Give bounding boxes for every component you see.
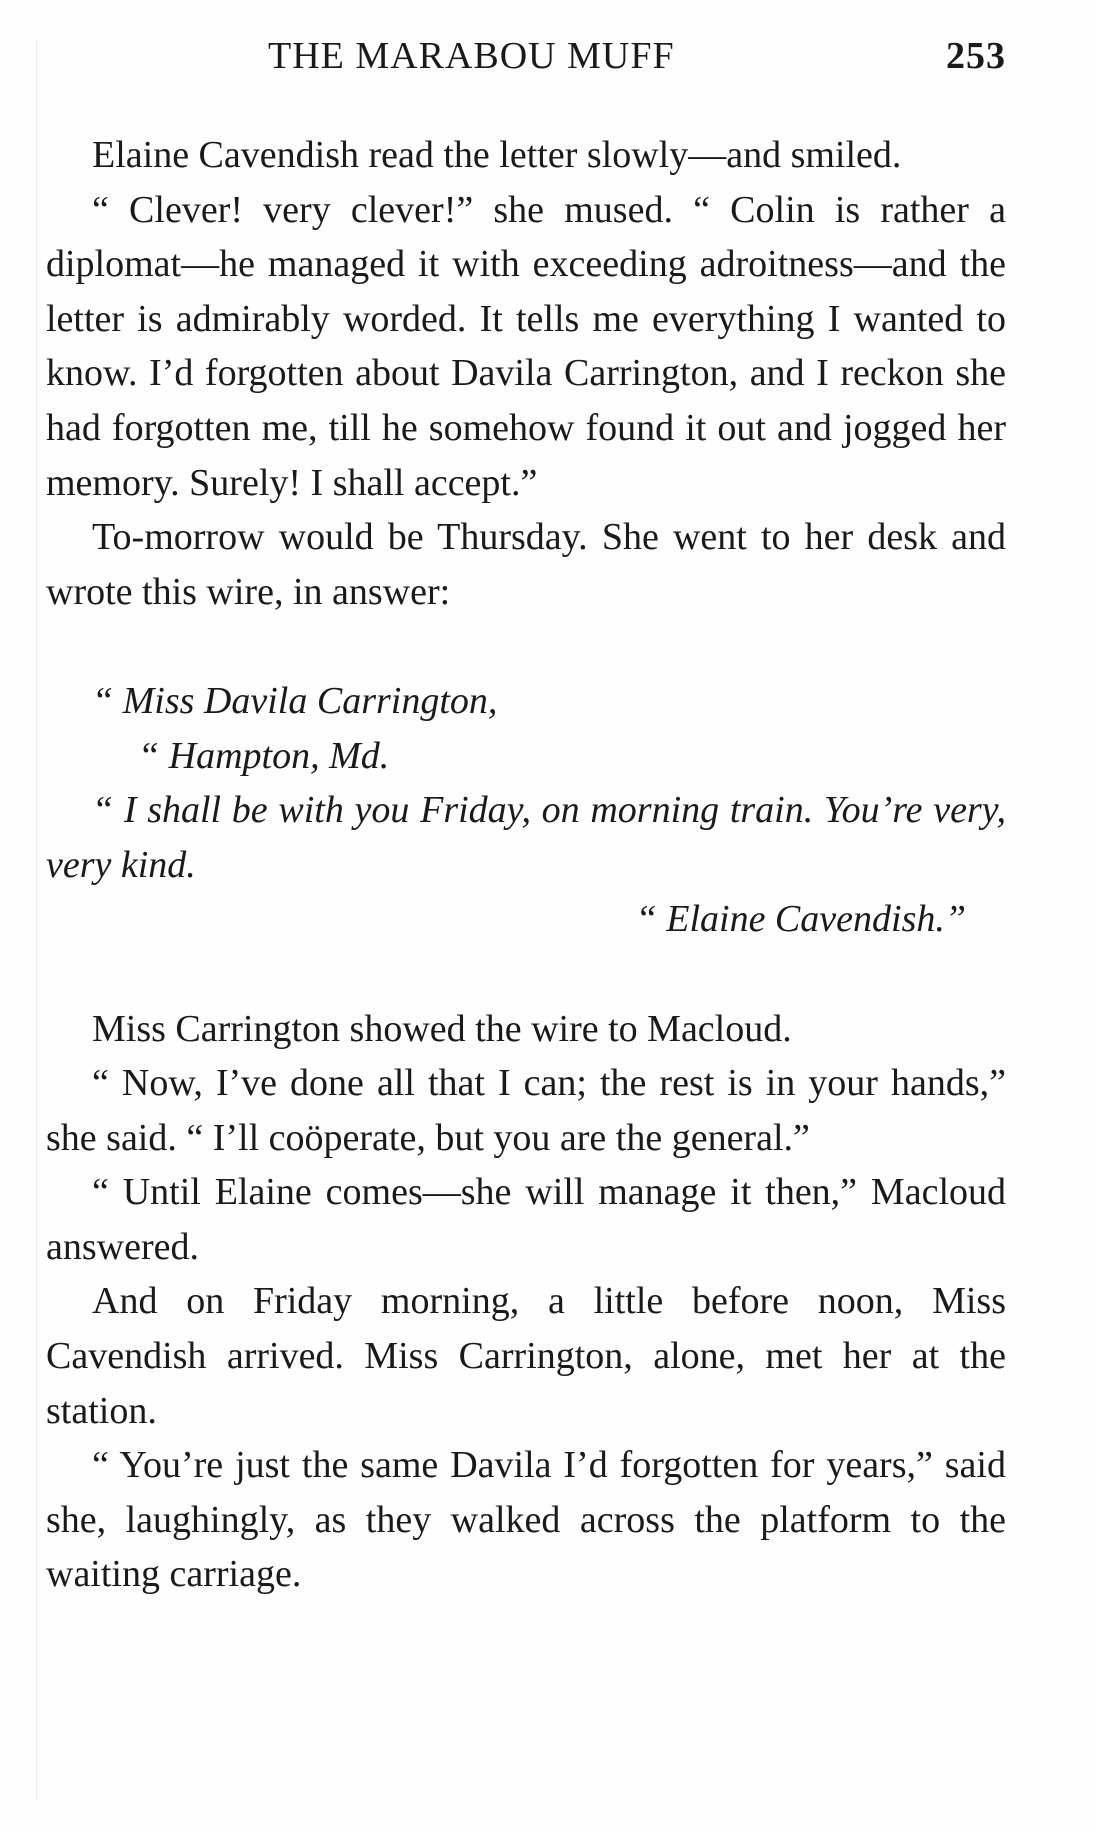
paragraph: To-morrow would be Thursday. She went to her desk and wrote this wire, in answer: [46,516,1006,613]
paragraph: “ Clever! very clever!” she mused. “ Colin is rather a diplomat—he managed it with exceeding adroitness—and the letter is admirably worded. It tells me everything I wanted to know. I’d forgotten about Davila Carrington, and I reckon she had forgotten me, till he somehow found it out and jogged her memory. Surely! I shall accept.” [46,188,1006,504]
blank-line [46,619,1006,674]
telegram-message: “ I shall be with you Friday, on morning train. You’re very, very kind. [46,789,1006,886]
body-text [46,128,1006,1602]
telegram-place: “ Hampton, Md. [138,734,390,777]
running-head [46,34,1006,84]
page-number: 253 [946,35,1006,77]
paragraph: “ You’re just the same Davila I’d forgotten for years,” said she, laughingly, as they walked across the platform to the waiting carriage. [46,1444,1006,1596]
paragraph: “ Now, I’ve done all that I can; the rest is in your hands,” she said. “ I’ll coöperate, but you are the general.” [46,1062,1006,1159]
telegram-addressee: “ Miss Davila Carrington, [92,679,498,722]
paragraph: Elaine Cavendish read the letter slowly—and smiled. [92,134,902,176]
running-title: THE MARABOU MUFF [268,35,675,77]
blank-line [46,947,1006,1002]
telegram-text [46,674,1006,947]
page-gutter-edge [36,40,37,1800]
paragraph: “ Until Elaine comes—she will manage it then,” Macloud answered. [46,1171,1006,1268]
paragraph: Miss Carrington showed the wire to Macloud. [92,1007,792,1050]
paragraph: And on Friday morning, a little before noon, Miss Cavendish arrived. Miss Carrington, alone, met her at the station. [46,1280,1006,1432]
telegram-signature: “ Elaine Cavendish.” [635,898,966,941]
